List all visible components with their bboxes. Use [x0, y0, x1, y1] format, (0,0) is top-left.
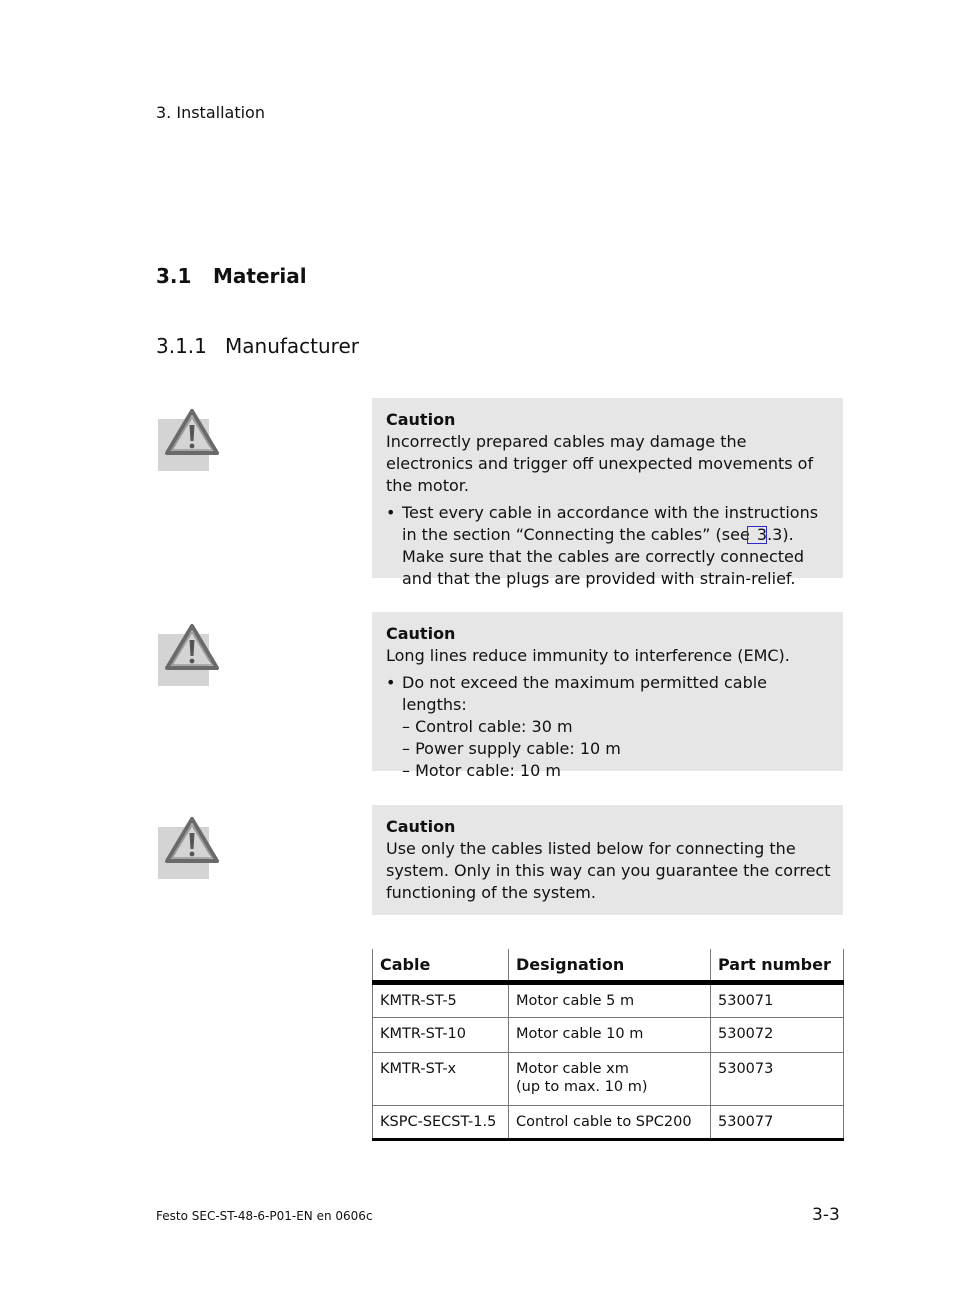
subsection-heading: [156, 334, 359, 358]
list-item: – Power supply cable: 10 m: [402, 739, 621, 758]
footer-document-id: Festo SEC-ST-48-6-P01-EN en 0606c: [156, 1209, 373, 1223]
table-row: [373, 1018, 844, 1053]
table-cell: KSPC-SECST-1.5: [373, 1106, 509, 1140]
caution-title: Caution: [386, 817, 456, 836]
column-header-designation: Designation: [509, 949, 711, 983]
caution-text: Long lines reduce immunity to interference (EMC).: [386, 646, 790, 665]
subsection-number: 3.1.1: [156, 334, 207, 358]
caution-title: Caution: [386, 410, 456, 429]
section-number: 3.1: [156, 264, 192, 288]
table-cell: 530077: [711, 1106, 844, 1140]
table-row: [373, 1053, 844, 1106]
table-cell: 530071: [711, 983, 844, 1018]
table-cell: 530072: [711, 1018, 844, 1053]
column-header-cable: Cable: [373, 949, 509, 983]
section-title: Material: [213, 264, 307, 288]
bullet-symbol: •: [386, 503, 396, 522]
table-cell: Motor cable xm (up to max. 10 m): [509, 1053, 711, 1106]
warning-triangle-icon: [157, 817, 219, 879]
table-cell: Control cable to SPC200: [509, 1106, 711, 1140]
table-cell: KMTR-ST-10: [373, 1018, 509, 1053]
bullet-text-after: ). Make sure that the cables are correctly connected and that the plugs are provided with strain-relief.: [402, 525, 805, 588]
caution-bullet: [386, 502, 835, 590]
list-item: – Control cable: 30 m: [402, 717, 573, 736]
bullet-text-before: Test every cable in accordance with the instructions in the section “Connecting the cables” (see: [402, 503, 819, 544]
table-cell: KMTR-ST-x: [373, 1053, 509, 1106]
caution-bullet: [386, 672, 835, 782]
table-cell: 530073: [711, 1053, 844, 1106]
column-header-part-number: Part number: [711, 949, 844, 983]
table-row: [373, 983, 844, 1018]
list-item: – Motor cable: 10 m: [402, 761, 561, 780]
bullet-reference-text: 3.3: [756, 525, 783, 544]
running-head: 3. Installation: [156, 103, 265, 122]
warning-triangle-icon: [157, 624, 219, 686]
subsection-title: Manufacturer: [225, 334, 359, 358]
bullet-symbol: •: [386, 673, 396, 692]
table-cell: Motor cable 5 m: [509, 983, 711, 1018]
bullet-text: Do not exceed the maximum permitted cable lengths:: [402, 673, 768, 714]
cable-table: [372, 949, 844, 1141]
warning-triangle-icon: [157, 409, 219, 471]
caution-text: Use only the cables listed below for connecting the system. Only in this way can you guarantee the correct functioning of the system.: [386, 839, 831, 902]
table-row: [373, 1106, 844, 1140]
table-header-row: [373, 949, 844, 983]
caution-box-2: [372, 612, 843, 780]
caution-title: Caution: [386, 624, 456, 643]
table-cell: Motor cable 10 m: [509, 1018, 711, 1053]
caution-box-3: [372, 805, 843, 915]
table-cell: KMTR-ST-5: [373, 983, 509, 1018]
section-heading: [156, 264, 307, 288]
caution-box-1: [372, 398, 843, 588]
caution-text: Incorrectly prepared cables may damage the electronics and trigger off unexpected movements of the motor.: [386, 432, 814, 495]
page-number: 3-3: [812, 1205, 840, 1225]
